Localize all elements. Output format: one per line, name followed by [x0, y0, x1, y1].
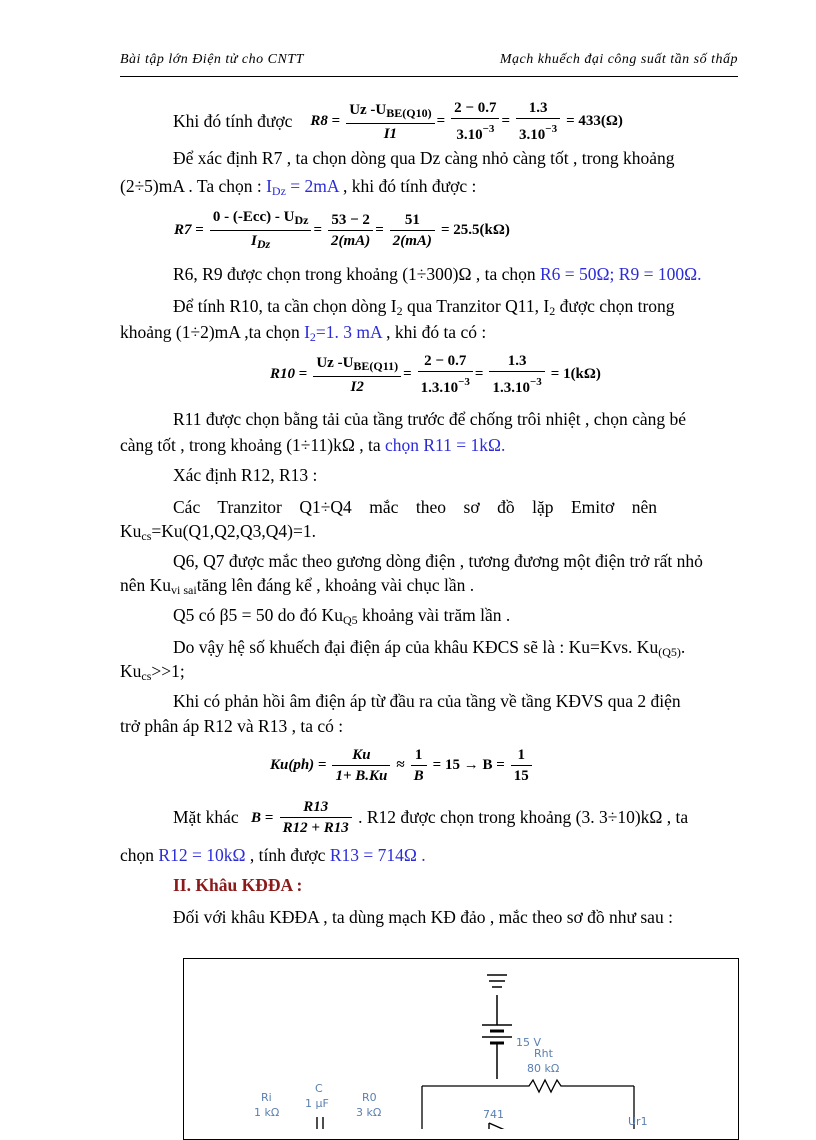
battery-label: 15 V — [516, 1036, 542, 1049]
r7-formula: R7 = $\frac{0 - (-Ecc) - U_{Dz}}{I_{Dz}}$ = $\frac{53 - 2}{2(mA)}$ = $\frac{51}{2(mA)}$ = 25.5(kΩ) — [174, 209, 510, 251]
page-header — [120, 52, 738, 74]
r11-choice: chọn R11 = 1kΩ. — [384, 435, 506, 455]
p2-line1: Để xác định R7 , ta chọn dòng qua Dz càng nhỏ càng tốt , trong khoảng — [173, 148, 675, 168]
opamp-label: 741 — [483, 1108, 504, 1121]
r8-frac1: $\frac{Uz -U_{BE(Q10)}}{I1}$ — [346, 101, 434, 143]
r8-frac3: $\frac{1.3}{3.10^{-3}}$ — [516, 99, 560, 144]
p10-line1: Do vậy hệ số khuếch đại điện áp của khâu KĐCS sẽ là : Ku=Kvs. $Ku_{(Q5)}$. — [173, 637, 686, 659]
battery-icon — [482, 1019, 512, 1079]
rht-value: 80 kΩ — [527, 1062, 560, 1075]
p2-line2: (2÷5)mA . Ta chọn : $I_{Dz} = 2mA$ , khi đó tính được : — [120, 176, 477, 198]
i2-choice: $I_2=1$. 3 mA — [304, 322, 382, 344]
ri-name: Ri — [261, 1091, 272, 1104]
p9: Q5 có β5 = 50 do đó $Ku_{Q5}$ khoảng vài trăm lần . — [173, 605, 511, 627]
idz-choice: $I_{Dz} = 2mA$ — [266, 176, 339, 198]
p6: Xác định R12, R13 : — [173, 465, 318, 485]
section-heading: II. Khâu KĐĐA : — [173, 875, 303, 895]
p5-line2: càng tốt , trong khoảng (1÷11)kΩ , ta chọn R11 = 1kΩ. — [120, 435, 506, 455]
p12-line1: Mặt khác B = $\frac{R13}{R12 + R13}$ . R12 được chọn trong khoảng (3. 3÷10)kΩ , ta — [173, 799, 689, 836]
p13: Đối với khâu KĐĐA , ta dùng mạch KĐ đảo , mắc theo sơ đồ như sau : — [173, 907, 673, 927]
p12-line2: chọn R12 = 10kΩ , tính được R13 = 714Ω . — [120, 845, 426, 865]
p7-line1: Các Tranzitor Q1÷Q4 mắc theo sơ đồ lặp Emitơ nên — [173, 497, 658, 517]
header-right: Mạch khuếch đại công suất tần số thấp — [499, 52, 738, 67]
r13-result: R13 = 714Ω . — [329, 845, 426, 865]
r8-line: Khi đó tính được R8 = $\frac{Uz -U_{BE(Q10)}}{I1}$ = $\frac{2 - 0.7}{3.10^{-3}}$ = $\frac{1.3}{3.10^{-3}}$ = 433(Ω) — [173, 100, 623, 143]
r8-lhs: R8 — [310, 113, 328, 130]
circuit-svg — [184, 959, 738, 1129]
probe-label: Ur1 — [628, 1115, 648, 1128]
rht-name: Rht — [534, 1047, 553, 1060]
ground-icon — [487, 975, 507, 1019]
p11-line1: Khi có phản hồi âm điện áp từ đầu ra của tầng về tầng KĐVS qua 2 điện — [173, 691, 681, 711]
p10-line2: $Ku_{cs}>>1$; — [120, 661, 185, 683]
r8-result: = 433(Ω) — [566, 113, 623, 130]
p5-line1: R11 được chọn bằng tải của tầng trước để chống trôi nhiệt , chọn càng bé — [173, 409, 687, 429]
p11-line2: trở phân áp R12 và R13 , ta có : — [120, 716, 344, 736]
p3: R6, R9 được chọn trong khoảng (1÷300)Ω , ta chọn R6 = 50Ω; R9 = 100Ω. — [173, 264, 702, 284]
p4-line2: khoảng (1÷2)mA ,ta chọn $I_2=1$. 3 mA , khi đó ta có : — [120, 322, 487, 344]
p8-line1: Q6, Q7 được mắc theo gương dòng điện , tương đương một điện trở rất nhỏ — [173, 551, 703, 571]
r12-choice: R12 = 10kΩ — [158, 845, 246, 865]
p4-line1: Để tính R10, ta cần chọn dòng $I_2$ qua Tranzitor Q11, $I_2$ được chọn trong — [173, 296, 675, 318]
header-left: Bài tập lớn Điện tử cho CNTT — [120, 52, 304, 67]
r8-frac2: $\frac{2 - 0.7}{3.10^{-3}}$ — [451, 99, 499, 144]
ri-value: 1 kΩ — [254, 1106, 280, 1119]
p8-line2: nên $Ku_{vi sai}tăng$ lên đáng kể , khoảng vài chục lần . — [120, 575, 475, 597]
capacitor-icon — [317, 1117, 323, 1129]
r8-intro: Khi đó tính được — [173, 111, 293, 131]
p7-line2: $Ku_{cs}=Ku(Q1,Q2,Q3,Q4)=1$. — [120, 521, 316, 543]
rht-resistor — [422, 1080, 634, 1129]
kuph-formula: Ku(ph) = $\frac{Ku}{1+ B.Ku}$ ≈ $\frac{1}{B}$ = 15 → B = $\frac{1}{15}$ — [270, 746, 534, 785]
circuit-diagram — [183, 958, 739, 1140]
c-name: C — [315, 1082, 323, 1095]
c-value: 1 μF — [305, 1097, 329, 1110]
header-rule — [120, 76, 738, 77]
r0-name: R0 — [362, 1091, 377, 1104]
r6-r9-choice: R6 = 50Ω; R9 = 100Ω. — [540, 264, 702, 284]
r0-value: 3 kΩ — [356, 1106, 382, 1119]
opamp-icon — [489, 1123, 514, 1129]
r10-formula: R10 = $\frac{Uz -U_{BE(Q11)}}{I2}$ = $\frac{2 - 0.7}{1.3.10^{-3}}$ = $\frac{1.3}{1.3.10^{-3}}$ = 1(kΩ) — [270, 353, 601, 396]
